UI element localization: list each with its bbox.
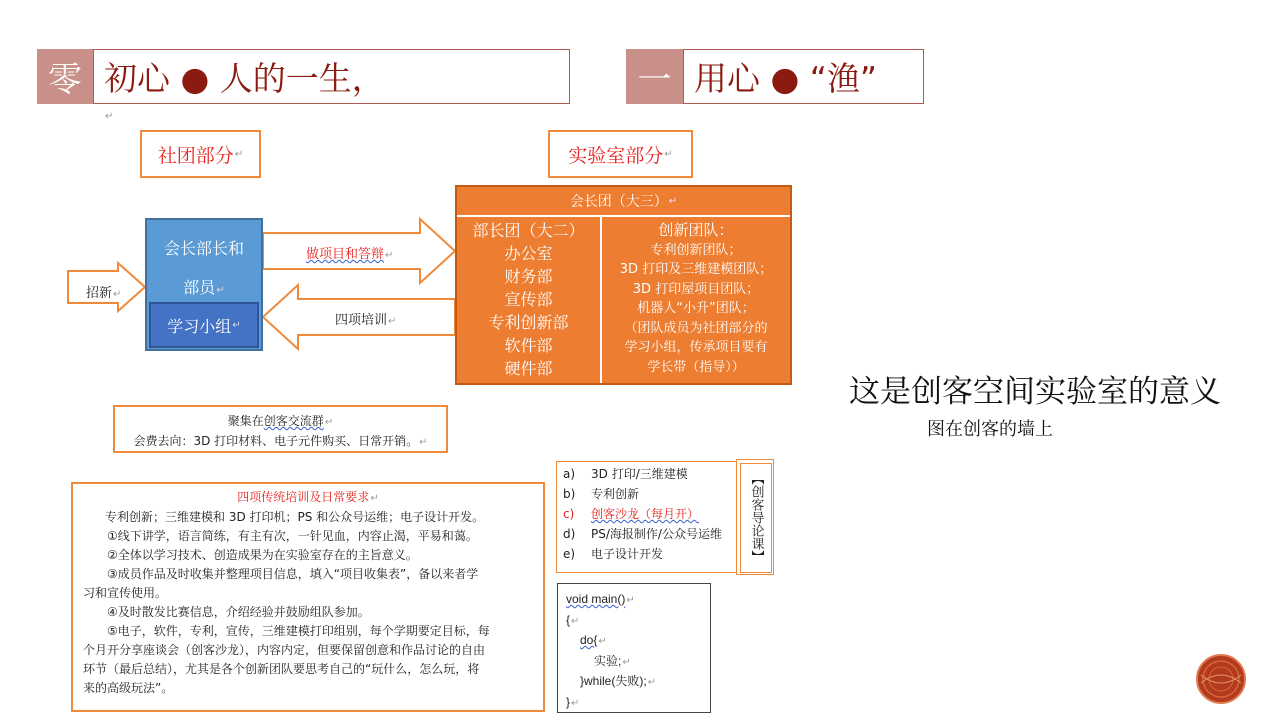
dept-item: 宣传部 bbox=[504, 290, 553, 309]
course-marker: e) bbox=[563, 547, 576, 561]
course-text: 3D 打印/三维建模 bbox=[591, 467, 688, 481]
decorative-circle-icon bbox=[1195, 653, 1247, 705]
team-item: 专利创新团队； bbox=[650, 242, 742, 258]
project-text-wrap: 做项目和答辩↵ bbox=[306, 247, 394, 262]
code-text: void main() bbox=[566, 592, 626, 606]
gathering-note bbox=[113, 405, 448, 453]
lab-label: 实验室部分 bbox=[568, 144, 664, 167]
code-box bbox=[557, 583, 711, 713]
section-zero-title: 初心 ● 人的一生， bbox=[93, 49, 570, 104]
code-text: do{ bbox=[580, 633, 598, 647]
dept-item: 部长团（大二） bbox=[472, 221, 585, 240]
president-group-header: 会长团（大三） bbox=[569, 194, 668, 210]
recruit-text-wrap: 招新↵ bbox=[86, 286, 122, 301]
training-req-line: 环节（最后总结），尤其是各个创新团队要思考自己的“玩什么，怎么玩，将 bbox=[83, 662, 480, 676]
course-item bbox=[563, 504, 731, 524]
project-text: 做项目和答辩 bbox=[306, 247, 385, 262]
members-line2-wrap: 部员↵ bbox=[183, 278, 225, 297]
course-item bbox=[563, 544, 731, 564]
course-marker: a) bbox=[563, 467, 576, 481]
training-req-line: ②全体以学习技术、创造成果为在实验室存在的主旨意义。 bbox=[107, 548, 418, 562]
code-text: } bbox=[566, 694, 571, 709]
training-req-title-wrap: 四项传统培训及日常要求↵ bbox=[237, 490, 379, 504]
course-label-box bbox=[736, 459, 774, 575]
president-group-header-wrap: 会长团（大三） ↵ bbox=[457, 187, 790, 217]
course-marker: c) bbox=[563, 507, 575, 521]
code-line: }↵ bbox=[566, 694, 580, 709]
code-text: { bbox=[566, 612, 571, 627]
club-label-box: 社团部分 ↵ bbox=[140, 130, 261, 178]
training-req-line: 习和宣传使用。 bbox=[83, 586, 168, 600]
president-group-box bbox=[455, 185, 792, 385]
recruit-text: 招新 bbox=[86, 286, 113, 301]
course-item bbox=[563, 524, 731, 544]
team-item: 学长带（指导）） bbox=[647, 359, 745, 375]
code-text: }while(失败); bbox=[580, 674, 647, 688]
course-side-label: 【创客导论课】 bbox=[748, 472, 764, 563]
lab-label-box: 实验室部分 ↵ bbox=[548, 130, 693, 178]
course-text: PS/海报制作/公众号运维 bbox=[591, 527, 722, 541]
gathering-link: 创客交流群 bbox=[263, 414, 324, 428]
members-box bbox=[145, 218, 263, 351]
course-item bbox=[563, 484, 731, 504]
training-text: 四项培训 bbox=[335, 313, 388, 328]
training-text-wrap: 四项培训↵ bbox=[335, 313, 397, 328]
dept-item: 办公室 bbox=[504, 244, 553, 263]
gathering-line2: 会费去向：3D 打印材料、电子元件购买、日常开销。 bbox=[133, 434, 419, 448]
code-line: }while(失败);↵ bbox=[580, 674, 657, 688]
training-req-line: ⑤电子，软件，专利，宣传，三维建模打印组别，每个学期要定目标，每 bbox=[107, 624, 490, 638]
section-zero-tag: 零 bbox=[37, 49, 93, 104]
dept-item: 专利创新部 bbox=[488, 313, 569, 332]
dept-item: 硬件部 bbox=[504, 359, 553, 378]
course-marker: d) bbox=[563, 527, 576, 541]
team-item: 学习小组，传承项目要有 bbox=[624, 340, 768, 355]
team-item: 3D 打印屋项目团队； bbox=[632, 281, 760, 297]
training-req-line: 个月开分享座谈会（创客沙龙），内容内定，但要保留创意和作品讨论的自由 bbox=[83, 643, 486, 657]
dept-item: 财务部 bbox=[504, 267, 553, 286]
study-group-box: 学习小组 ↵ bbox=[149, 302, 259, 348]
team-item: 机器人“小升”团队； bbox=[637, 301, 755, 316]
course-marker: b) bbox=[563, 487, 576, 501]
club-label: 社团部分 bbox=[157, 144, 234, 167]
training-req-line: ④及时散发比赛信息，介绍经验并鼓励组队参加。 bbox=[107, 605, 370, 619]
code-line: 实验;↵ bbox=[594, 653, 631, 668]
training-req-line: ③成员作品及时收集并整理项目信息，填入“项目收集表”，备以来者学 bbox=[107, 567, 479, 581]
return-mark: ↵ bbox=[105, 111, 114, 122]
code-text: 实验; bbox=[594, 653, 622, 668]
gathering-line2-wrap: 会费去向：3D 打印材料、电子元件购买、日常开销。↵ bbox=[133, 434, 428, 448]
code-line: {↵ bbox=[566, 612, 580, 627]
team-item: 创新团队： bbox=[658, 221, 734, 239]
gathering-line1: 聚集在创客交流群↵ bbox=[227, 414, 334, 428]
departments-column bbox=[457, 217, 602, 383]
training-requirements-box bbox=[71, 482, 545, 712]
team-item: 3D 打印及三维建模团队； bbox=[619, 262, 773, 277]
code-line: void main()↵ bbox=[566, 592, 635, 606]
course-item bbox=[563, 464, 731, 484]
section-one-title: 用心 ● “渔” bbox=[683, 49, 924, 104]
code-line: do{↵ bbox=[580, 633, 607, 647]
caption-main: 这是创客空间实验室的意义 bbox=[849, 374, 1221, 410]
caption-sub: 图在创客的墙上 bbox=[927, 419, 1053, 440]
section-one-tag: 一 bbox=[626, 49, 683, 104]
course-text: 专利创新 bbox=[591, 487, 640, 501]
gathering-prefix: 聚集在 bbox=[227, 414, 264, 428]
training-req-line: 来的高级玩法”。 bbox=[83, 681, 174, 695]
members-line2: 部员 bbox=[183, 278, 216, 297]
course-text: 电子设计开发 bbox=[591, 547, 664, 561]
course-text: 创客沙龙（每月开） bbox=[591, 507, 700, 521]
members-line1: 会长部长和 bbox=[163, 239, 244, 258]
team-item: （团队成员为社团部分的 bbox=[624, 320, 768, 336]
courses-list bbox=[556, 461, 738, 573]
training-req-title: 四项传统培训及日常要求 bbox=[237, 490, 370, 504]
training-req-line: 专利创新；三维建模和 3D 打印机；PS 和公众号运维；电子设计开发。 bbox=[105, 510, 485, 524]
dept-item: 软件部 bbox=[504, 336, 553, 355]
training-req-line: ①线下讲学，语言简练，有主有次，一针见血，内容止渴，平易和蔼。 bbox=[107, 529, 478, 543]
teams-column bbox=[602, 217, 790, 383]
study-group-label: 学习小组 bbox=[167, 316, 232, 336]
